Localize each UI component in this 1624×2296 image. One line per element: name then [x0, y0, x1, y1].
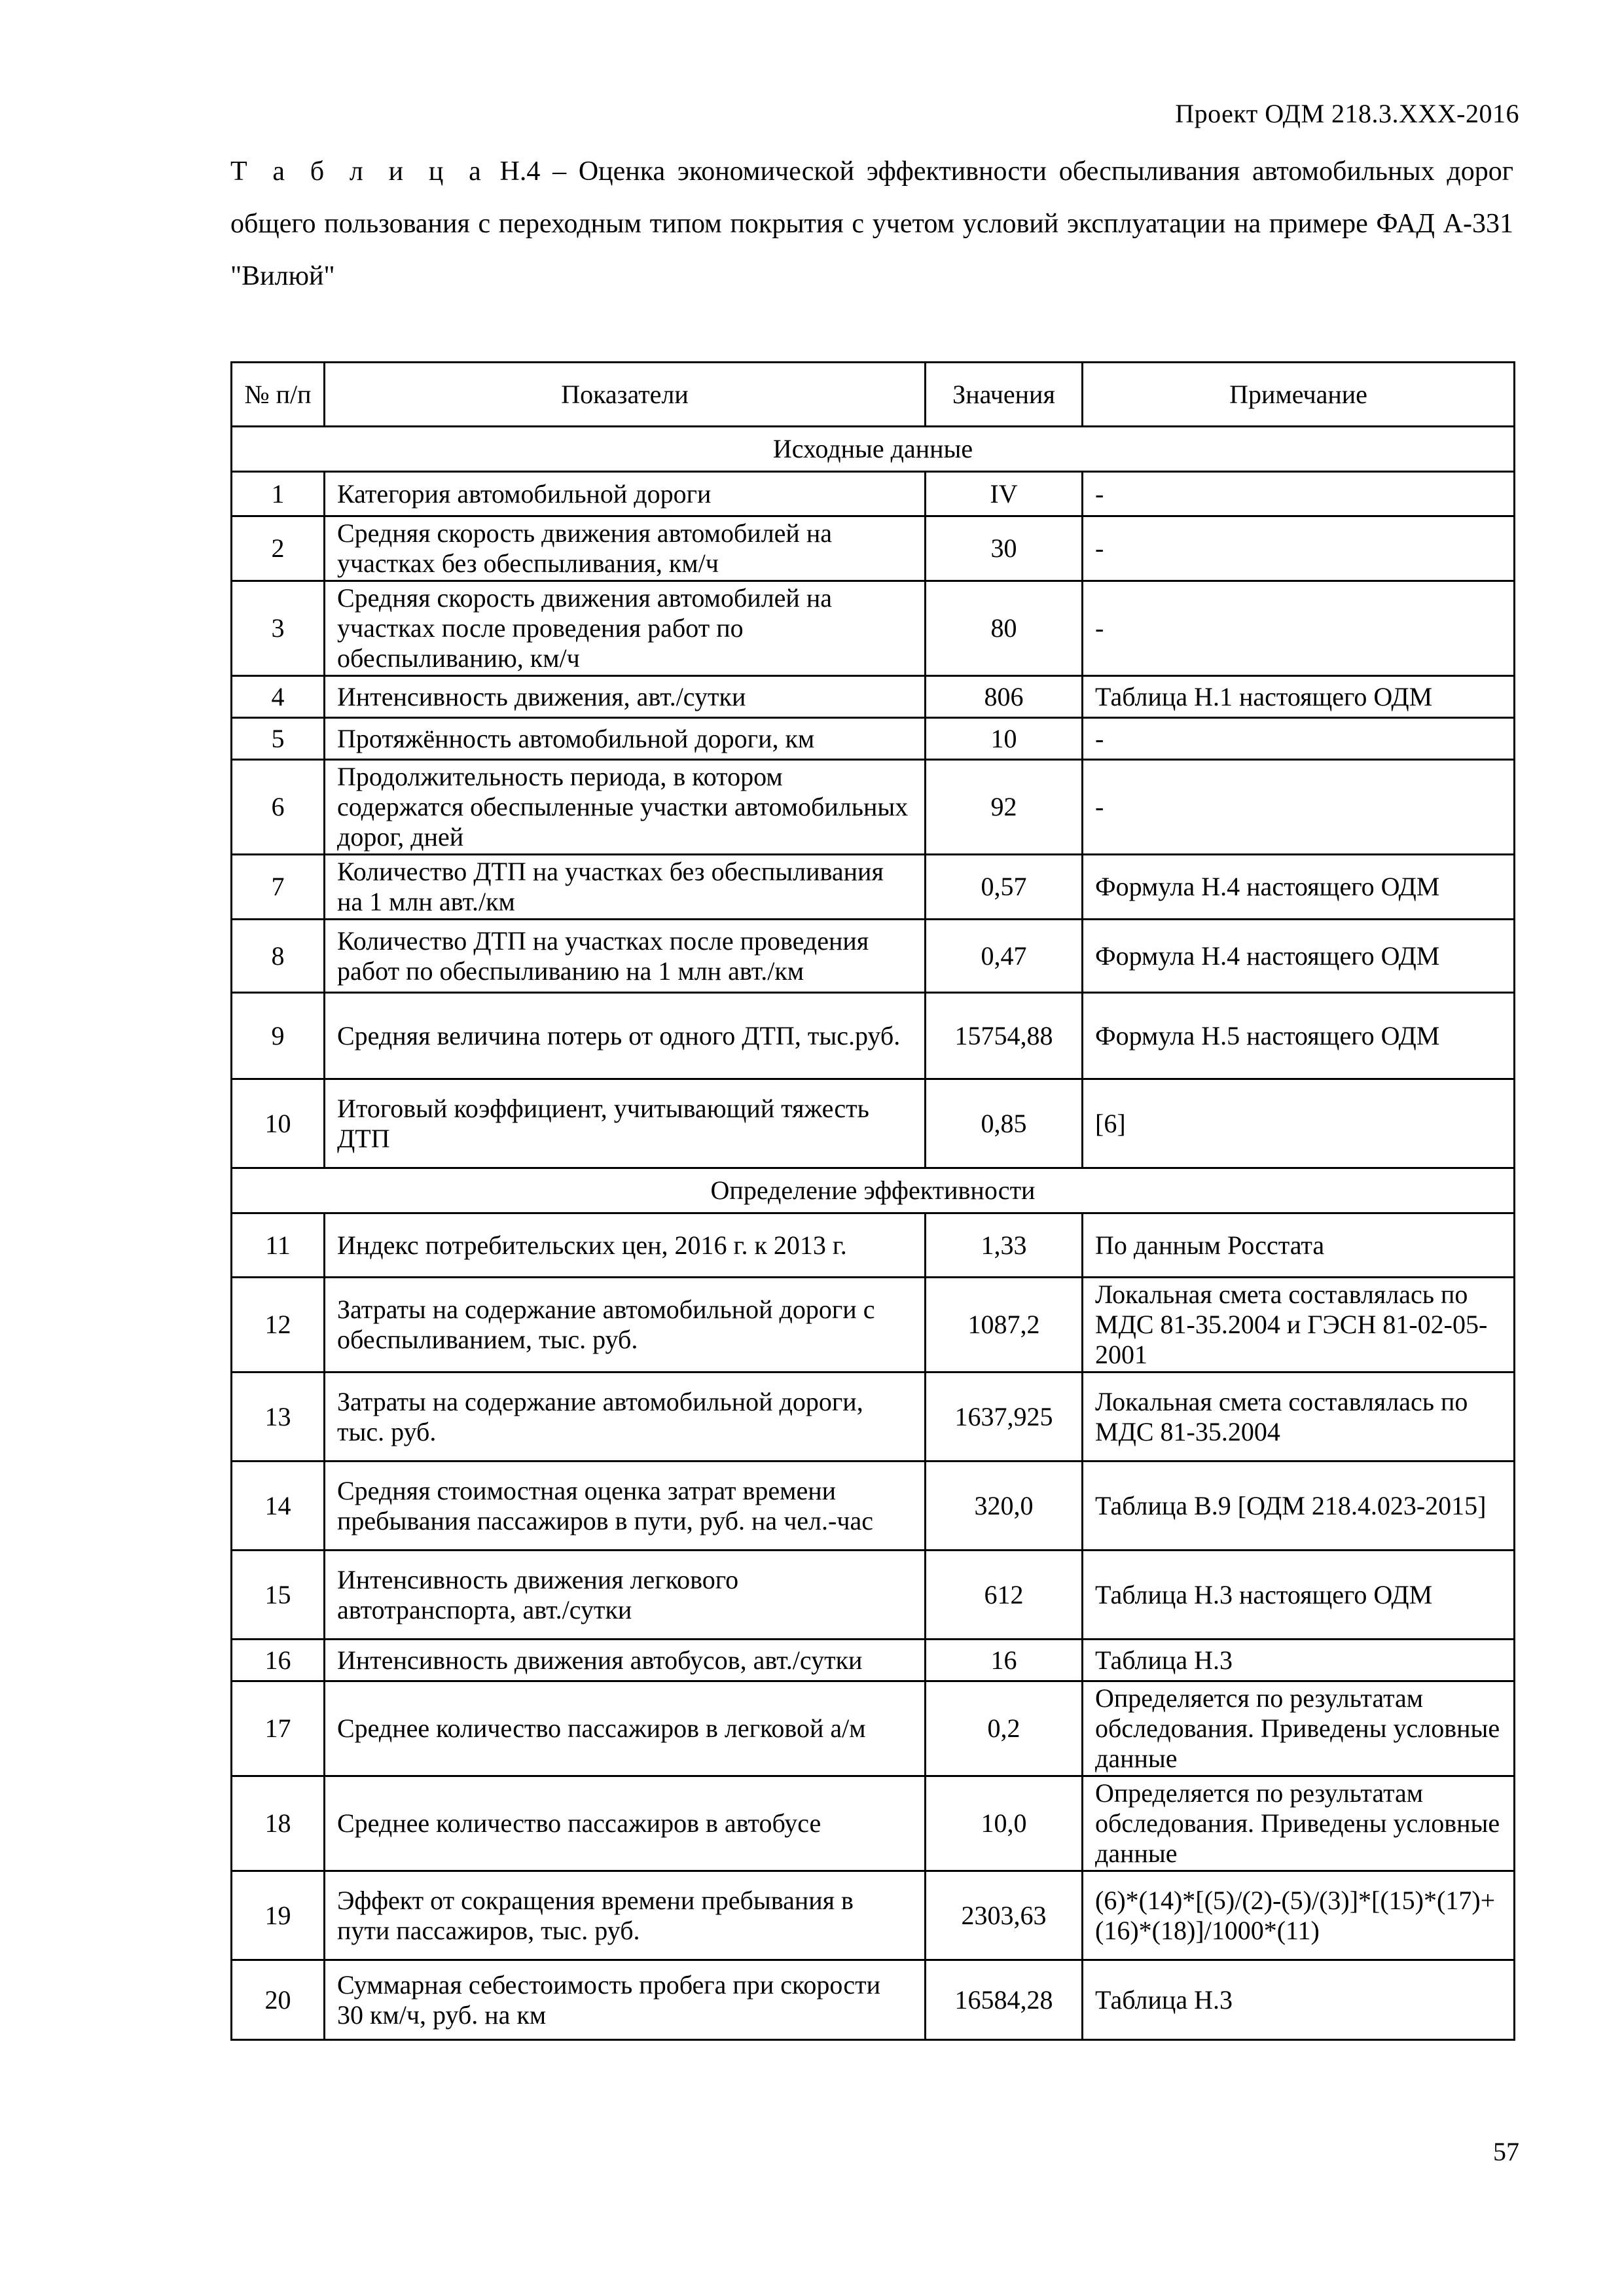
row-note: (6)*(14)*[(5)/(2)-(5)/(3)]*[(15)*(17)+(16)*(18)]/1000*(11)	[1083, 1871, 1515, 1960]
table-row	[232, 1551, 1515, 1640]
row-note: Локальная смета составлялась по МДС 81-35.2004 и ГЭСН 81-02-05-2001	[1083, 1278, 1515, 1372]
row-note: Формула Н.4 настоящего ОДМ	[1083, 855, 1515, 920]
table-header-row	[232, 363, 1515, 427]
row-number: 11	[232, 1213, 325, 1278]
row-note: Таблица Н.3 настоящего ОДМ	[1083, 1551, 1515, 1640]
table-row	[232, 1681, 1515, 1776]
row-value: 92	[926, 760, 1083, 855]
efficiency-table	[230, 361, 1515, 2041]
row-indicator: Индекс потребительских цен, 2016 г. к 2013 г.	[325, 1213, 926, 1278]
table-row	[232, 1462, 1515, 1551]
row-indicator: Категория автомобильной дороги	[325, 472, 926, 516]
row-number: 19	[232, 1871, 325, 1960]
table-row	[232, 581, 1515, 676]
row-indicator: Затраты на содержание автомобильной дороги с обеспыливанием, тыс. руб.	[325, 1278, 926, 1372]
row-indicator: Эффект от сокращения времени пребывания в пути пассажиров, тыс. руб.	[325, 1871, 926, 1960]
row-number: 18	[232, 1776, 325, 1871]
row-value: 0,47	[926, 920, 1083, 993]
row-value: 0,85	[926, 1079, 1083, 1168]
table-row	[232, 676, 1515, 718]
row-note: -	[1083, 718, 1515, 760]
row-note: Формула Н.5 настоящего ОДМ	[1083, 993, 1515, 1079]
table-body	[232, 427, 1515, 2040]
row-indicator: Среднее количество пассажиров в автобусе	[325, 1776, 926, 1871]
row-number: 15	[232, 1551, 325, 1640]
table-row	[232, 1871, 1515, 1960]
table-caption	[230, 145, 1513, 302]
row-value: 10,0	[926, 1776, 1083, 1871]
row-indicator: Интенсивность движения легкового автотранспорта, авт./сутки	[325, 1551, 926, 1640]
row-value: 16584,28	[926, 1960, 1083, 2040]
row-number: 7	[232, 855, 325, 920]
table-row	[232, 516, 1515, 581]
table-row	[232, 1776, 1515, 1871]
row-value: 10	[926, 718, 1083, 760]
row-value: 612	[926, 1551, 1083, 1640]
caption-label: Т а б л и ц а	[230, 156, 488, 187]
row-indicator: Средняя скорость движения автомобилей на участках без обеспыливания, км/ч	[325, 516, 926, 581]
row-note: Определяется по результатам обследования. Приведены условные данные	[1083, 1776, 1515, 1871]
row-number: 3	[232, 581, 325, 676]
table-row	[232, 1079, 1515, 1168]
table-row	[232, 1278, 1515, 1372]
row-number: 13	[232, 1372, 325, 1462]
row-value: 1637,925	[926, 1372, 1083, 1462]
row-number: 2	[232, 516, 325, 581]
table-row	[232, 760, 1515, 855]
table-row	[232, 1960, 1515, 2040]
row-value: 1087,2	[926, 1278, 1083, 1372]
row-indicator: Среднее количество пассажиров в легковой а/м	[325, 1681, 926, 1776]
table-row	[232, 855, 1515, 920]
row-number: 20	[232, 1960, 325, 2040]
row-number: 16	[232, 1640, 325, 1681]
row-number: 6	[232, 760, 325, 855]
document-project-code: Проект ОДМ 218.3.XXX-2016	[1175, 99, 1519, 128]
row-indicator: Средняя стоимостная оценка затрат времени пребывания пассажиров в пути, руб. на чел.-час	[325, 1462, 926, 1551]
row-indicator: Протяжённость автомобильной дороги, км	[325, 718, 926, 760]
row-note: -	[1083, 760, 1515, 855]
table-row	[232, 920, 1515, 993]
header-value: Значения	[926, 363, 1083, 427]
row-indicator: Средняя скорость движения автомобилей на участках после проведения работ по обеспыливанию, км/ч	[325, 581, 926, 676]
row-indicator: Затраты на содержание автомобильной дороги, тыс. руб.	[325, 1372, 926, 1462]
row-value: 15754,88	[926, 993, 1083, 1079]
row-indicator: Средняя величина потерь от одного ДТП, тыс.руб.	[325, 993, 926, 1079]
row-indicator: Итоговый коэффициент, учитывающий тяжесть ДТП	[325, 1079, 926, 1168]
row-indicator: Количество ДТП на участках без обеспыливания на 1 млн авт./км	[325, 855, 926, 920]
row-note: Формула Н.4 настоящего ОДМ	[1083, 920, 1515, 993]
row-indicator: Интенсивность движения, авт./сутки	[325, 676, 926, 718]
row-number: 17	[232, 1681, 325, 1776]
row-note: По данным Росстата	[1083, 1213, 1515, 1278]
header-note: Примечание	[1083, 363, 1515, 427]
table-row	[232, 472, 1515, 516]
row-value: 30	[926, 516, 1083, 581]
section-title-efficiency: Определение эффективности	[232, 1168, 1515, 1213]
row-number: 4	[232, 676, 325, 718]
row-note: Определяется по результатам обследования. Приведены условные данные	[1083, 1681, 1515, 1776]
row-number: 8	[232, 920, 325, 993]
header-indicator: Показатели	[325, 363, 926, 427]
row-value: IV	[926, 472, 1083, 516]
table-row	[232, 1213, 1515, 1278]
header-num: № п/п	[232, 363, 325, 427]
row-number: 12	[232, 1278, 325, 1372]
row-note: -	[1083, 516, 1515, 581]
table-row	[232, 1372, 1515, 1462]
row-indicator: Интенсивность движения автобусов, авт./сутки	[325, 1640, 926, 1681]
section-row-initial	[232, 427, 1515, 472]
row-number: 14	[232, 1462, 325, 1551]
row-note: Локальная смета составлялась по МДС 81-35.2004	[1083, 1372, 1515, 1462]
row-note: Таблица Н.3	[1083, 1640, 1515, 1681]
row-value: 806	[926, 676, 1083, 718]
row-value: 0,57	[926, 855, 1083, 920]
table-row	[232, 993, 1515, 1079]
row-number: 1	[232, 472, 325, 516]
row-note: [6]	[1083, 1079, 1515, 1168]
row-value: 16	[926, 1640, 1083, 1681]
row-note: -	[1083, 472, 1515, 516]
row-value: 80	[926, 581, 1083, 676]
row-note: Таблица Н.1 настоящего ОДМ	[1083, 676, 1515, 718]
row-number: 9	[232, 993, 325, 1079]
caption-text: Н.4 – Оценка экономической эффективности обеспыливания автомобильных дорог общего пользования с переходным типом покрытия с учетом условий эксплуатации на примере ФАД А-331 "Вилюй"	[230, 156, 1513, 291]
row-note: Таблица Н.3	[1083, 1960, 1515, 2040]
row-note: -	[1083, 581, 1515, 676]
row-number: 5	[232, 718, 325, 760]
section-title-initial: Исходные данные	[232, 427, 1515, 472]
row-note: Таблица В.9 [ОДМ 218.4.023-2015]	[1083, 1462, 1515, 1551]
row-value: 0,2	[926, 1681, 1083, 1776]
row-value: 320,0	[926, 1462, 1083, 1551]
table-row	[232, 718, 1515, 760]
row-number: 10	[232, 1079, 325, 1168]
page-number: 57	[1493, 2137, 1519, 2166]
row-indicator: Продолжительность периода, в котором содержатся обеспыленные участки автомобильных дорог, дней	[325, 760, 926, 855]
row-indicator: Суммарная себестоимость пробега при скорости 30 км/ч, руб. на км	[325, 1960, 926, 2040]
row-value: 2303,63	[926, 1871, 1083, 1960]
row-value: 1,33	[926, 1213, 1083, 1278]
row-indicator: Количество ДТП на участках после проведения работ по обеспыливанию на 1 млн авт./км	[325, 920, 926, 993]
section-row-efficiency	[232, 1168, 1515, 1213]
table-row	[232, 1640, 1515, 1681]
